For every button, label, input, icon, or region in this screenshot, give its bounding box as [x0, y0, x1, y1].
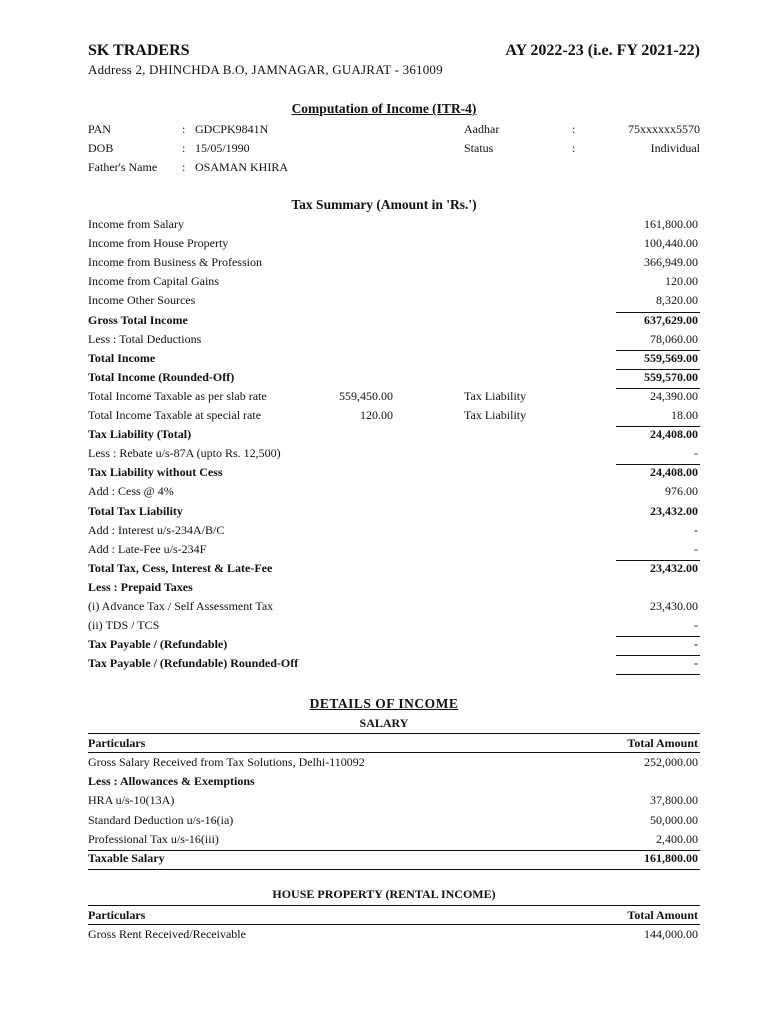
row-label: Less : Allowances & Exemptions: [88, 774, 255, 789]
pan-value: GDCPK9841N: [195, 122, 269, 136]
table-row: [88, 521, 700, 540]
table-row: [88, 387, 700, 406]
table-row: [88, 330, 700, 349]
row-label: Less : Total Deductions: [88, 331, 202, 346]
col-particulars: Particulars: [88, 908, 146, 922]
table-row: [88, 368, 700, 387]
table-row: [88, 791, 700, 810]
house-header-row: [88, 906, 700, 925]
table-row: [88, 349, 700, 368]
row-label: Add : Cess @ 4%: [88, 484, 174, 499]
row-amount: 161,800.00: [644, 851, 698, 865]
row-amount: 37,800.00: [650, 793, 698, 808]
row-label: Income Other Sources: [88, 293, 196, 308]
col-particulars: Particulars: [88, 736, 146, 750]
row-label: Tax Liability (Total): [88, 427, 192, 442]
aadhar-value: 75xxxxxx5570: [628, 122, 700, 136]
row-amount: -: [694, 446, 698, 461]
row-label: Gross Total Income: [88, 312, 188, 327]
row-amount: 366,949.00: [644, 255, 698, 270]
table-row: [88, 253, 700, 272]
row-amount: 100,440.00: [644, 236, 698, 251]
table-row: [88, 635, 700, 654]
row-amount: 2,400.00: [656, 831, 698, 846]
row-label: Total Income (Rounded-Off): [88, 369, 235, 384]
table-row: [88, 772, 700, 791]
row-label: Standard Deduction u/s-16(ia): [88, 812, 234, 827]
table-row: [88, 311, 700, 330]
dob-value: 15/05/1990: [195, 141, 250, 155]
total-rule: [616, 655, 700, 656]
row-label: Professional Tax u/s-16(iii): [88, 831, 219, 846]
table-row: [88, 215, 700, 234]
row-amount: 23,432.00: [650, 560, 698, 575]
table-row: [88, 654, 700, 673]
row-label: Taxable Salary: [88, 851, 165, 865]
table-row: [88, 616, 700, 635]
tax-summary-title: Tax Summary (Amount in 'Rs.'): [291, 197, 477, 212]
total-rule: [616, 350, 700, 351]
row-label: Tax Payable / (Refundable): [88, 637, 228, 652]
row-amount: 23,430.00: [650, 599, 698, 613]
table-row: [88, 540, 700, 559]
total-rule: [616, 312, 700, 313]
details-title: DETAILS OF INCOME: [309, 696, 459, 711]
row-amount: 78,060.00: [650, 331, 698, 346]
row-label: Add : Interest u/s-234A/B/C: [88, 522, 225, 537]
row-label: Total Income Taxable as per slab rate: [88, 388, 267, 403]
row-label: Less : Rebate u/s-87A (upto Rs. 12,500): [88, 446, 281, 461]
row-amount: -: [694, 656, 698, 671]
total-rule: [616, 674, 700, 675]
row-amount: 24,390.00: [650, 388, 698, 403]
computation-title: Computation of Income (ITR-4): [291, 101, 477, 116]
row-amount: -: [694, 541, 698, 556]
total-rule: [616, 464, 700, 465]
row-label: Tax Liability without Cess: [88, 465, 223, 480]
tax-liability-label: Tax Liability: [464, 388, 527, 403]
row-amount: 18.00: [671, 408, 698, 422]
row-amount: 24,408.00: [650, 427, 698, 442]
row-amount: -: [694, 618, 698, 633]
taxable-amount: 120.00: [360, 408, 393, 422]
table-row: [88, 559, 700, 578]
firm-name: SK TRADERS: [88, 42, 190, 59]
row-label: Less : Prepaid Taxes: [88, 579, 193, 594]
table-row: [88, 444, 700, 463]
total-rule: [616, 369, 700, 370]
table-row: [88, 425, 700, 444]
house-property-title: HOUSE PROPERTY (RENTAL INCOME): [272, 887, 496, 901]
table-row: [88, 272, 700, 291]
table-row: [88, 291, 700, 310]
row-label: Total Income Taxable at special rate: [88, 408, 262, 422]
row-amount: 23,432.00: [650, 503, 698, 518]
firm-address: Address 2, DHINCHDA B.O, JAMNAGAR, GUAJRAT - 361009: [88, 62, 443, 77]
tax-liability-label: Tax Liability: [464, 408, 527, 422]
table-row: [88, 502, 700, 521]
status-label: Status: [464, 141, 494, 155]
table-row: [88, 811, 700, 830]
row-amount: 50,000.00: [650, 812, 698, 827]
row-amount: 559,569.00: [644, 350, 698, 365]
row-label: HRA u/s-10(13A): [88, 793, 175, 808]
row-amount: 559,570.00: [644, 369, 698, 384]
row-label: Total Income: [88, 350, 156, 365]
row-amount: 24,408.00: [650, 465, 698, 480]
bottom-rule: [88, 869, 700, 870]
status-sep: :: [572, 141, 576, 155]
col-total-amount: Total Amount: [627, 736, 698, 750]
row-label: Income from Capital Gains: [88, 274, 219, 289]
row-label: Gross Salary Received from Tax Solutions, Delhi-110092: [88, 755, 365, 769]
table-row: [88, 406, 700, 425]
row-label: Total Tax, Cess, Interest & Late-Fee: [88, 560, 273, 575]
row-label: Tax Payable / (Refundable) Rounded-Off: [88, 656, 299, 671]
row-label: Income from Business & Profession: [88, 255, 262, 270]
row-amount: 161,800.00: [644, 217, 698, 231]
dob-label: DOB: [88, 141, 114, 155]
salary-header-row: [88, 734, 700, 753]
row-label: (i) Advance Tax / Self Assessment Tax: [88, 599, 274, 613]
aadhar-sep: :: [572, 122, 576, 136]
dob-sep: :: [182, 141, 186, 155]
assessment-year: AY 2022-23 (i.e. FY 2021-22): [505, 42, 700, 59]
table-row: [88, 482, 700, 501]
table-row: [88, 830, 700, 849]
row-amount: 120.00: [665, 274, 698, 289]
row-amount: 252,000.00: [644, 755, 698, 769]
row-amount: 8,320.00: [656, 293, 698, 308]
salary-title: SALARY: [359, 716, 409, 730]
row-amount: -: [694, 637, 698, 652]
total-rule: [616, 560, 700, 561]
total-rule: [616, 426, 700, 427]
total-rule: [616, 388, 700, 389]
row-label: Total Tax Liability: [88, 503, 183, 518]
taxable-amount: 559,450.00: [339, 388, 393, 403]
row-amount: 637,629.00: [644, 312, 698, 327]
row-label: Add : Late-Fee u/s-234F: [88, 541, 207, 556]
col-total-amount: Total Amount: [627, 908, 698, 922]
row-amount: 976.00: [665, 484, 698, 499]
pan-label: PAN: [88, 122, 111, 136]
table-row: [88, 925, 700, 944]
table-row: [88, 463, 700, 482]
row-label: Income from House Property: [88, 236, 229, 251]
father-sep: :: [182, 160, 186, 174]
table-row: [88, 753, 700, 772]
row-label: Income from Salary: [88, 217, 184, 231]
row-label: (ii) TDS / TCS: [88, 618, 160, 633]
row-amount: 144,000.00: [644, 927, 698, 941]
row-label: Gross Rent Received/Receivable: [88, 927, 246, 941]
table-row: [88, 578, 700, 597]
pan-sep: :: [182, 122, 186, 136]
table-row: [88, 597, 700, 616]
table-row: [88, 849, 700, 868]
total-rule: [616, 636, 700, 637]
father-value: OSAMAN KHIRA: [195, 160, 289, 174]
row-amount: -: [694, 522, 698, 537]
aadhar-label: Aadhar: [464, 122, 500, 136]
status-value: Individual: [650, 141, 700, 155]
father-label: Father's Name: [88, 160, 158, 174]
table-row: [88, 234, 700, 253]
